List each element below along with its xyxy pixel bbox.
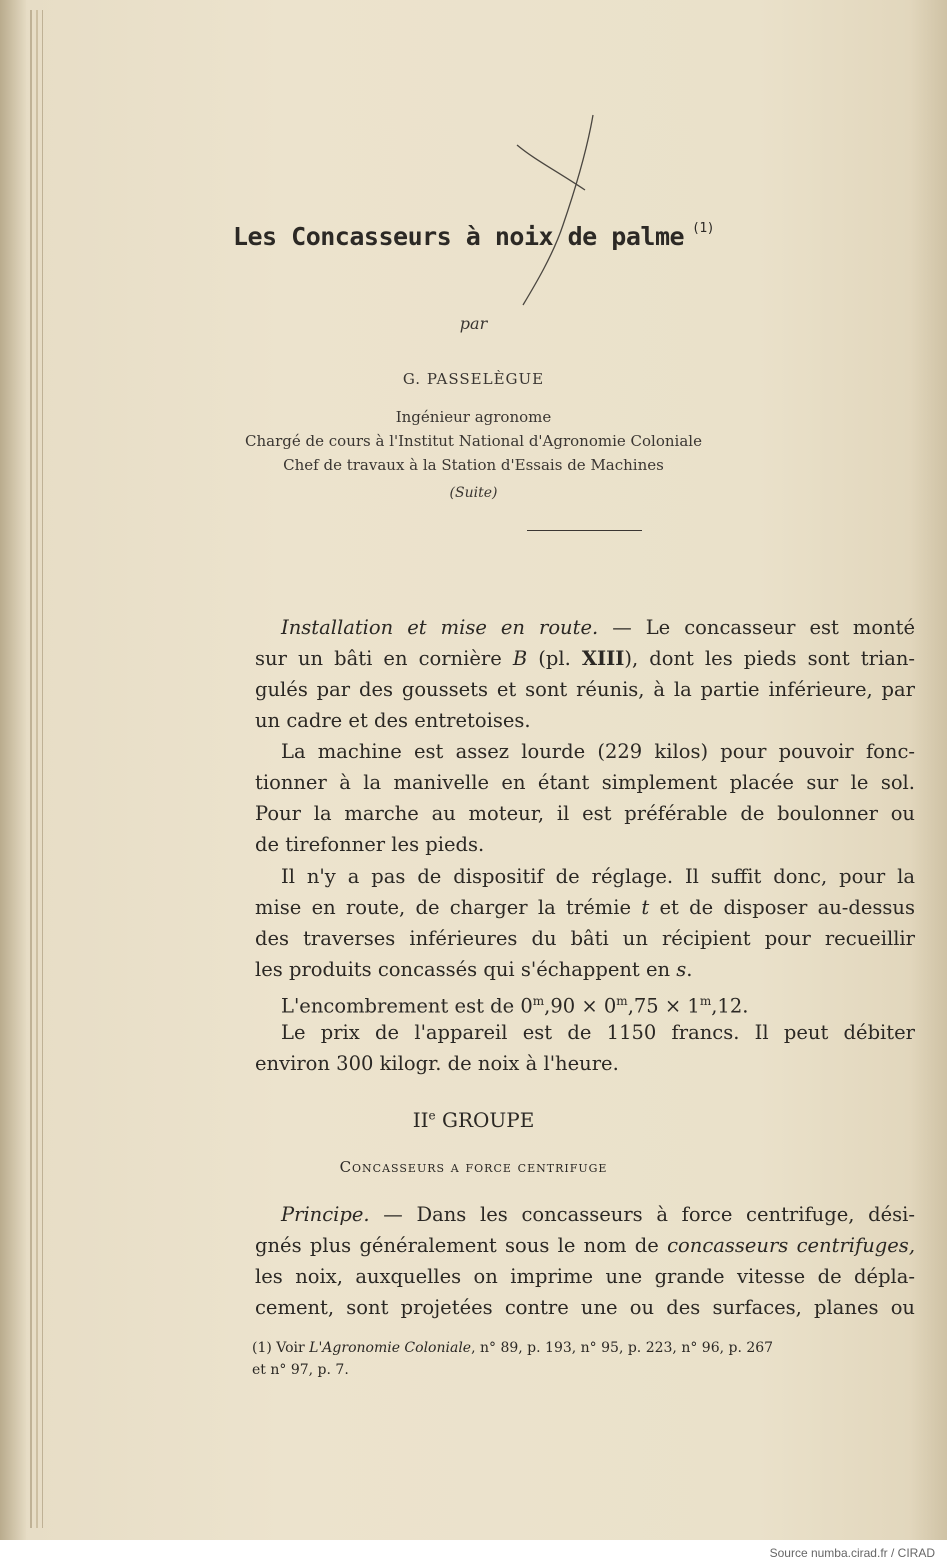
paragraph-lead: Installation et mise en route.	[281, 616, 599, 639]
text-line: les noix, auxquelles on imprime une grande vitesse de dépla-	[255, 1265, 915, 1288]
text-line: des traverses inférieures du bâti un récipient pour recueillir	[255, 927, 915, 950]
text-span: s	[676, 958, 687, 981]
text-line	[255, 893, 915, 923]
text-span: L'encombrement est de 0	[281, 994, 533, 1018]
text-line: de tirefonner les pieds.	[255, 833, 485, 856]
text-line: La machine est assez lourde (229 kilos) pour pouvoir fonc-	[281, 740, 915, 763]
text-span: B	[512, 647, 528, 670]
text-span: m	[532, 994, 545, 1008]
source-credit: Source numba.cirad.fr / CIRAD	[769, 1546, 935, 1560]
text-span: , n° 89, p. 193, n° 95, p. 223, n° 96, p. 267	[471, 1340, 774, 1356]
byline-par: par	[459, 314, 488, 333]
text-span: ,75 × 1	[627, 994, 700, 1018]
text-span: ,90 × 0	[544, 994, 617, 1018]
text-span: gnés plus généralement sous le nom de	[255, 1234, 668, 1257]
text-line	[255, 1231, 915, 1261]
text-span: GROUPE	[435, 1108, 535, 1132]
text-span: concasseurs centrifuges,	[667, 1234, 916, 1257]
footnote-line	[252, 1337, 912, 1359]
text-span: (pl.	[527, 647, 582, 670]
text-span: II	[412, 1108, 429, 1132]
text-line	[255, 955, 915, 985]
text-span: XIII	[581, 647, 625, 670]
title-text: Les Concasseurs à noix de palme	[232, 222, 685, 251]
text-span: m	[699, 994, 712, 1008]
section-subheading: Concasseurs a force centrifuge	[339, 1158, 608, 1176]
text-line: Pour la marche au moteur, il est préférable de boulonner ou	[255, 802, 915, 825]
text-line: un cadre et des entretoises.	[255, 709, 531, 732]
text-span: .	[686, 958, 693, 981]
continued-label: (Suite)	[449, 485, 498, 501]
text-span: — Dans les concasseurs à force centrifuge, dési-	[369, 1203, 915, 1226]
author-affiliation: Ingénieur agronome	[395, 408, 552, 426]
title-footnote-ref: (1)	[692, 220, 715, 236]
text-span: m	[616, 994, 628, 1008]
text-line: tionner à la manivelle en étant simplement placée sur le sol.	[255, 771, 915, 794]
text-span: t	[641, 896, 650, 919]
text-line: Le prix de l'appareil est de 1150 francs. Il peut débiter	[281, 1021, 915, 1044]
text-span: (1) Voir	[252, 1340, 310, 1356]
text-span: L'Agronomie Coloniale	[309, 1340, 472, 1356]
author-affiliation: Chargé de cours à l'Institut National d'Agronomie Coloniale	[245, 432, 702, 450]
text-line: cement, sont projetées contre une ou des surfaces, planes ou	[255, 1296, 915, 1319]
text-line: gulés par des goussets et sont réunis, à la partie inférieure, par	[255, 678, 915, 701]
section-heading	[0, 1108, 947, 1132]
text-line: Il n'y a pas de dispositif de réglage. Il suffit donc, pour la	[281, 865, 915, 888]
text-span: sur un bâti en cornière	[255, 647, 513, 670]
text-line	[255, 1200, 915, 1230]
text-span: ), dont les pieds sont trian-	[624, 647, 915, 670]
author-affiliation: Chef de travaux à la Station d'Essais de Machines	[283, 456, 664, 474]
text-line	[255, 613, 915, 643]
text-line	[255, 644, 915, 674]
article-title	[0, 222, 947, 251]
text-line: environ 300 kilogr. de noix à l'heure.	[255, 1052, 619, 1075]
author-name: G. PASSELÈGUE	[402, 370, 545, 388]
text-span: les produits concassés qui s'échappent en	[255, 958, 677, 981]
paragraph-lead: Principe.	[281, 1203, 370, 1226]
text-span: et de disposer au-dessus	[649, 896, 915, 919]
pencil-cross-mark	[505, 110, 615, 310]
text-line	[255, 986, 915, 1016]
text-span: mise en route, de charger la trémie	[255, 896, 642, 919]
separator-rule	[527, 530, 642, 531]
text-span: e	[428, 1108, 436, 1123]
footnote-line: et n° 97, p. 7.	[252, 1362, 349, 1378]
text-span: ,12.	[711, 994, 749, 1018]
text-span: — Le concasseur est monté	[598, 616, 915, 639]
